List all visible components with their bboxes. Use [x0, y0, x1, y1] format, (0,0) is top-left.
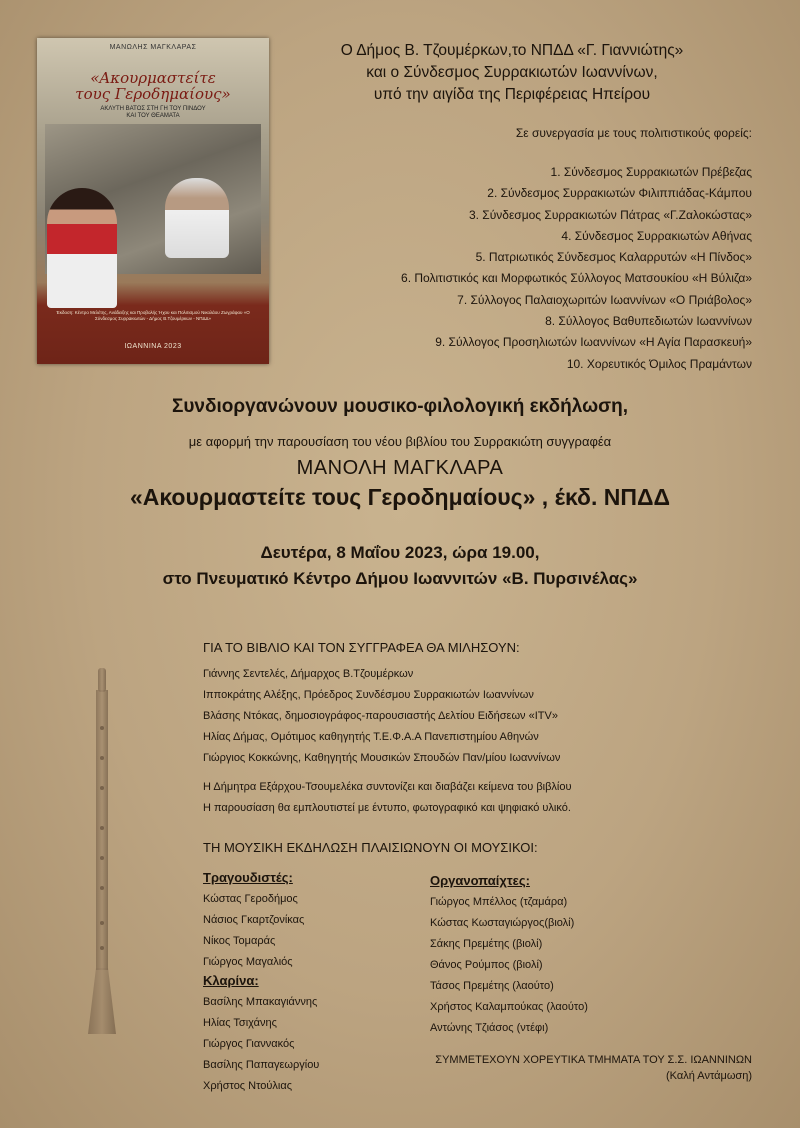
clarinet-list [203, 992, 319, 1097]
list-item: Βασίλης Μπακαγιάννης [203, 996, 318, 1008]
event-subline: με αφορμή την παρουσίαση του νέου βιβλίου του Συρρακιώτη συγγραφέα [188, 434, 612, 449]
list-item: Ιπποκράτης Αλέξης, Πρόεδρος Συνδέσμου Συρρακιωτών Ιωαννίνων [203, 689, 534, 701]
list-item: Κώστας Κωσταγιώργος(βιολί) [430, 917, 575, 929]
list-item: 8. Σύλλογος Βαθυπεδιωτών Ιωαννίνων [545, 314, 752, 329]
book-photo-man [165, 178, 229, 258]
dance-groups-note: ΣΥΜΜΕΤΕΧΟΥΝ ΧΟΡΕΥΤΙΚΑ ΤΜΗΜΑΤΑ ΤΟΥ Σ.Σ. ΙΩΑΝΝΙΝΩΝ (Καλή Αντάμωση) [435, 1054, 752, 1082]
list-item: 1. Σύνδεσμος Συρρακιωτών Πρέβεζας [550, 165, 752, 179]
speakers-list [203, 664, 560, 769]
singers-list [203, 889, 304, 973]
list-item: Γιώργος Γιαννακός [203, 1038, 295, 1050]
clarinet-icon [86, 668, 118, 1036]
clarinet-heading: Κλαρίνα: [203, 973, 259, 988]
list-item: Ηλίας Δήμας, Ομότιμος καθηγητής Τ.Ε.Φ.Α.Α Πανεπιστημίου Αθηνών [203, 731, 539, 743]
partners-list [401, 162, 752, 375]
list-item: Σάκης Πρεμέτης (βιολί) [430, 938, 543, 950]
book-cover-image [37, 38, 269, 364]
list-item: 7. Σύλλογος Παλαιοχωριτών Ιωαννίνων «Ο Πριάβολος» [457, 292, 752, 307]
list-item: Αντώνης Τζιάσος (ντέφι) [430, 1022, 549, 1034]
list-item: 3. Σύνδεσμος Συρρακιωτών Πάτρας «Γ.Ζαλοκώστας» [468, 207, 752, 222]
event-headline: Συνδιοργανώνουν μουσικο-φιλολογική εκδήλωση, [171, 396, 629, 417]
organizers-header [272, 40, 752, 106]
header-line: και ο Σύνδεσμος Συρρακιωτών Ιωαννίνων, [366, 64, 658, 81]
list-item: Θάνος Ρούμπος (βιολί) [430, 959, 543, 971]
book-title: «Ακουρμαστείτε τους Γεροδημαίους» [75, 69, 231, 103]
list-item: Γιάννης Σεντελές, Δήμαρχος Β.Τζουμέρκων [203, 668, 414, 680]
list-item: Νίκος Τομαράς [203, 935, 276, 947]
list-item: Βλάσης Ντόκας, δημοσιογράφος-παρουσιαστής Δελτίου Ειδήσεων «ITV» [203, 710, 558, 722]
list-item: Ηλίας Τσιχάνης [203, 1017, 277, 1029]
singers-heading: Τραγουδιστές: [203, 870, 293, 885]
list-item: 10. Χορευτικός Όμιλος Πραμάντων [566, 356, 752, 371]
presentation-note: Η παρουσίαση θα εμπλουτιστεί με έντυπο, φωτογραφικό και ψηφιακό υλικό. [203, 802, 571, 814]
event-date: Δευτέρα, 8 Μαΐου 2023, ώρα 19.00, [260, 543, 540, 562]
speakers-notes [203, 777, 572, 819]
header-line: Ο Δήμος Β. Τζουμέρκων,το ΝΠΔΔ «Γ. Γιαννιώτης» [340, 42, 684, 59]
header-line: υπό την αιγίδα της Περιφέρειας Ηπείρου [373, 86, 651, 103]
list-item: Χρήστος Ντούλιας [203, 1080, 293, 1092]
list-item: Βασίλης Παπαγεωργίου [203, 1059, 320, 1071]
list-item: 9. Σύλλογος Προσηλιωτών Ιωαννίνων «Η Αγία Παρασκευή» [435, 335, 752, 350]
list-item: 5. Πατριωτικός Σύνδεσμος Καλαρρυτών «Η Πίνδος» [475, 250, 752, 265]
list-item: 2. Σύνδεσμος Συρρακιωτών Φιλιππιάδας-Κάμπου [487, 186, 752, 201]
list-item: Νάσιος Γκαρτζονίκας [203, 914, 305, 926]
music-heading: ΤΗ ΜΟΥΣΙΚΗ ΕΚΔΗΛΩΣΗ ΠΛΑΙΣΙΩΝΟΥΝ ΟΙ ΜΟΥΣΙΚΟΙ: [203, 840, 538, 855]
list-item: Χρήστος Καλαμπούκας (λαούτο) [430, 1001, 588, 1013]
speakers-heading: ΓΙΑ ΤΟ ΒΙΒΛΙΟ ΚΑΙ ΤΟΝ ΣΥΓΓΡΑΦΕΑ ΘΑ ΜΙΛΗΣΟΥΝ: [203, 640, 520, 655]
book-photo-woman [47, 188, 117, 308]
event-book-title: «Ακουρμαστείτε τους Γεροδημαίους» , έκδ. ΝΠΔΔ [129, 484, 671, 510]
list-item: Κώστας Γεροδήμος [203, 893, 298, 905]
book-subtitle: ΑΚΛΥΤΗ ΒΑΤΟΣ ΣΤΗ ΓΗ ΤΟΥ ΠΙΝΔΟΥ ΚΑΙ ΤΟΥ ΘΕΑΜΑΤΑ [100, 106, 206, 119]
list-item: Γιώργος Μπέλλος (τζαμάρα) [430, 896, 568, 908]
book-author: ΜΑΝΩΛΗΣ ΜΑΓΚΛΑΡΑΣ [109, 44, 197, 51]
instrumentalists-list [430, 892, 588, 1039]
list-item: Γιώργιος Κοκκώνης, Καθηγητής Μουσικών Σπουδών Παν/μίου Ιωαννίνων [203, 752, 561, 764]
book-credit: Έκδοση: Κέντρο Μελέτης, Ανάδειξης και Προβολής Ήχου και Πολιτισμού Νικολάου Ζωγράφου «Ο Σύνδεσμος Συρρακιωτών - Δήμος Β.Τζουμέρκων - ΝΠΔΔ» [56, 310, 250, 321]
event-venue: στο Πνευματικό Κέντρο Δήμου Ιωαννιτών «Β. Πυρσινέλας» [162, 569, 638, 588]
cooperation-label: Σε συνεργασία με τους πολιτιστικούς φορείς: [515, 126, 752, 140]
instrumentalists-heading: Οργανοπαίχτες: [430, 873, 530, 888]
list-item: Τάσος Πρεμέτης (λαούτο) [430, 980, 554, 992]
list-item: 6. Πολιτιστικός και Μορφωτικός Σύλλογος Ματσουκίου «Η Βύλιζα» [401, 271, 752, 286]
event-author: ΜΑΝΟΛΗ ΜΑΓΚΛΑΡΑ [296, 457, 504, 479]
list-item: 4. Σύνδεσμος Συρρακιωτών Αθήνας [561, 228, 752, 243]
list-item: Γιώργος Μαγαλιός [203, 956, 293, 968]
book-city: ΙΩΑΝΝΙΝΑ 2023 [124, 343, 182, 350]
coordinator-note: Η Δήμητρα Εξάρχου-Τσουμελέκα συντονίζει και διαβάζει κείμενα του βιβλίου [203, 781, 572, 793]
